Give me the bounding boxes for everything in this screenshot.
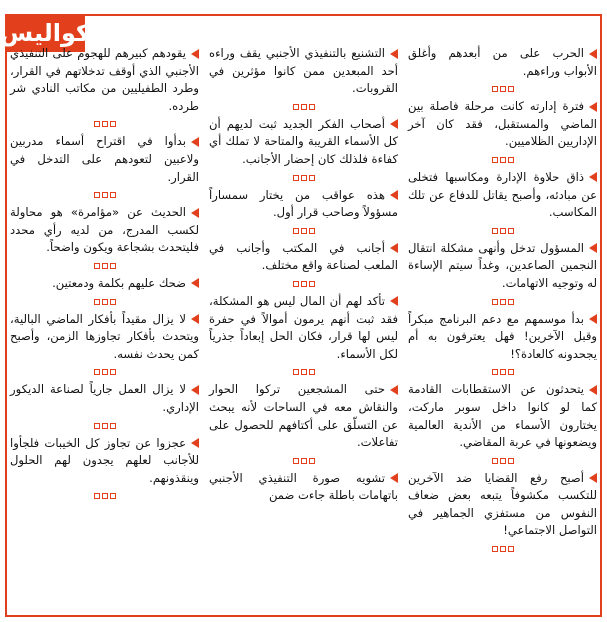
separator-square — [301, 228, 307, 234]
separator-square — [508, 157, 514, 163]
separator-square — [102, 493, 108, 499]
red-triangle-bullet-icon — [390, 119, 398, 129]
column-left — [408, 45, 597, 615]
news-item — [209, 293, 398, 363]
separator-square — [492, 458, 498, 464]
three-squares-separator-icon — [209, 458, 398, 464]
news-item-text: ذاق حلاوة الإدارة ومكاسبها فتخلى عن مبادئه، وأصبح يقاتل للدفاع عن تلك المكاسب. — [408, 169, 597, 220]
red-triangle-bullet-icon — [191, 137, 199, 147]
separator-square — [94, 493, 100, 499]
three-squares-separator-icon — [408, 299, 597, 305]
separator-square — [94, 299, 100, 305]
red-triangle-bullet-icon — [191, 438, 199, 448]
separator-square — [293, 369, 299, 375]
news-item — [209, 381, 398, 451]
separator-square — [508, 299, 514, 305]
red-triangle-bullet-icon — [191, 49, 199, 59]
section-title: كواليس — [5, 14, 85, 52]
separator-square — [500, 546, 506, 552]
separator-square — [102, 121, 108, 127]
red-triangle-bullet-icon — [390, 190, 398, 200]
three-squares-separator-icon — [10, 192, 199, 198]
news-item — [408, 45, 597, 80]
red-triangle-bullet-icon — [191, 385, 199, 395]
news-item-text: أصحاب الفكر الجديد ثبت لديهم أن كل الأسماء القريبة والمتاحة لا تملك أي كفاءة فلذلك كان إحضار الأجانب. — [209, 116, 398, 166]
red-triangle-bullet-icon — [589, 314, 597, 324]
separator-square — [102, 423, 108, 429]
red-triangle-bullet-icon — [390, 296, 398, 306]
red-triangle-bullet-icon — [589, 473, 597, 483]
news-item — [209, 240, 398, 275]
separator-square — [102, 369, 108, 375]
column-middle — [209, 45, 398, 615]
separator-square — [309, 104, 315, 110]
three-squares-separator-icon — [10, 493, 199, 499]
separator-square — [94, 192, 100, 198]
separator-square — [500, 86, 506, 92]
column-right — [10, 45, 199, 615]
news-item — [10, 435, 199, 488]
news-item — [10, 311, 199, 364]
news-item — [408, 381, 597, 451]
separator-square — [508, 228, 514, 234]
news-item — [209, 45, 398, 98]
news-item — [10, 45, 199, 115]
separator-square — [309, 458, 315, 464]
news-item-text: بدأ موسمهم مع دعم البرنامج مبكراً وقبل الآخرين! فهل يعترفون به أم يجحدونه كالعادة؟! — [408, 311, 597, 361]
separator-square — [94, 263, 100, 269]
separator-square — [110, 369, 116, 375]
news-item — [10, 204, 199, 257]
separator-square — [301, 458, 307, 464]
separator-square — [309, 369, 315, 375]
news-item-text: الحديث عن «مؤامرة» هو محاولة لكسب المدرج، من لديه رأي محدد فليتحدث بشجاعة ويكون واضحاً. — [10, 205, 199, 255]
separator-square — [508, 458, 514, 464]
separator-square — [492, 157, 498, 163]
separator-square — [492, 369, 498, 375]
news-item-text: التشنيع بالتنفيذي الأجنبي يقف وراءه أحد المبعدين ممن كانوا مؤثرين في القروبات. — [209, 46, 398, 96]
red-triangle-bullet-icon — [390, 243, 398, 253]
news-item — [408, 240, 597, 293]
separator-square — [508, 86, 514, 92]
separator-square — [309, 228, 315, 234]
red-triangle-bullet-icon — [191, 208, 199, 218]
separator-square — [102, 263, 108, 269]
three-squares-separator-icon — [209, 281, 398, 287]
news-item — [408, 470, 597, 540]
three-squares-separator-icon — [209, 369, 398, 375]
red-triangle-bullet-icon — [589, 385, 597, 395]
news-item-text: هذه عواقب من يختار سمساراً مسؤولاً وصاحب قرار أول. — [209, 187, 398, 220]
three-squares-separator-icon — [209, 104, 398, 110]
separator-square — [508, 546, 514, 552]
separator-square — [110, 263, 116, 269]
separator-square — [301, 369, 307, 375]
three-squares-separator-icon — [209, 228, 398, 234]
red-triangle-bullet-icon — [390, 473, 398, 483]
separator-square — [492, 546, 498, 552]
separator-square — [301, 175, 307, 181]
separator-square — [110, 423, 116, 429]
news-item-text: عجزوا عن تجاوز كل الخيبات فلجأوا للأجانب لعلهم يجدون لهم الحلول وينقذونهم. — [10, 435, 199, 485]
news-item-text: المسؤول تدخل وأنهى مشكلة انتقال النجمين الصاعدين، وغداً سيتم الإساءة له وتوجيه الاتهامات. — [408, 240, 597, 290]
news-item — [10, 381, 199, 416]
news-item-text: لا يزال العمل جارياً لصناعة الديكور الإداري. — [10, 382, 199, 414]
separator-square — [301, 281, 307, 287]
columns-container — [10, 45, 598, 615]
separator-square — [500, 299, 506, 305]
separator-square — [110, 192, 116, 198]
red-triangle-bullet-icon — [191, 278, 199, 288]
news-item-text: حتى المشجعين تركوا الحوار والنقاش معه في الساحات لأنه يبحث عن التسلّق على أكتافهم للحصول على تفاعلات. — [209, 382, 398, 450]
separator-square — [500, 458, 506, 464]
three-squares-separator-icon — [408, 458, 597, 464]
separator-square — [94, 121, 100, 127]
separator-square — [309, 281, 315, 287]
separator-square — [110, 299, 116, 305]
three-squares-separator-icon — [10, 121, 199, 127]
separator-square — [102, 299, 108, 305]
news-item-text: ضحك عليهم بكلمة ودمعتين. — [52, 275, 186, 290]
red-triangle-bullet-icon — [589, 243, 597, 253]
separator-square — [508, 369, 514, 375]
separator-square — [110, 121, 116, 127]
separator-square — [492, 228, 498, 234]
separator-square — [94, 369, 100, 375]
red-triangle-bullet-icon — [390, 385, 398, 395]
separator-square — [293, 281, 299, 287]
three-squares-separator-icon — [10, 299, 199, 305]
separator-square — [293, 228, 299, 234]
news-item — [10, 133, 199, 186]
news-item — [209, 116, 398, 169]
news-item — [209, 470, 398, 505]
separator-square — [110, 493, 116, 499]
separator-square — [293, 104, 299, 110]
red-triangle-bullet-icon — [589, 49, 597, 59]
three-squares-separator-icon — [408, 228, 597, 234]
red-triangle-bullet-icon — [589, 172, 597, 182]
separator-square — [94, 423, 100, 429]
separator-square — [500, 369, 506, 375]
separator-square — [492, 86, 498, 92]
news-item — [408, 98, 597, 151]
news-item-text: أجانب في المكتب وأجانب في الملعب لصناعة واقع مختلف. — [209, 240, 398, 273]
separator-square — [500, 157, 506, 163]
separator-square — [309, 175, 315, 181]
news-item-text: يتحدثون عن الاستقطابات القادمة كما لو كانوا داخل سوبر ماركت، يختارون الأسماء من الأندية العالمية ويضعونها في عربة المقاضي. — [408, 382, 597, 450]
news-item-text: أصبح رفع القضايا ضد الآخرين للتكسب مكشوفاً يتبعه بعض ضعاف النفوس من مستفزي الجماهير في التواصل الاجتماعي! — [408, 470, 597, 538]
red-triangle-bullet-icon — [191, 314, 199, 324]
three-squares-separator-icon — [408, 157, 597, 163]
news-item-text: يقودهم كبيرهم للهجوم على التنفيذي الأجنبي الذي أوقف تدخلاتهم في القرار، وطرد الطفيليين من مكاتب النادي شر طرده. — [10, 46, 199, 113]
three-squares-separator-icon — [209, 175, 398, 181]
news-item-text: الحرب على من أبعدهم وأغلق الأبواب وراءهم. — [408, 46, 597, 78]
news-item-text: لا يزال مقيداً بأفكار الماضي البالية، ويتحدث بأفكار تجاوزها الزمن، وأصبح كمن يحدث نفسه. — [10, 311, 199, 361]
news-item-text: تأكد لهم أن المال ليس هو المشكلة، فقد ثبت أنهم يرمون أموالاً في حفرة ليس لها قرار، فكان الحل إبعاداً جذرياً لكل الأسماء. — [209, 293, 398, 361]
three-squares-separator-icon — [10, 263, 199, 269]
separator-square — [102, 192, 108, 198]
separator-square — [492, 299, 498, 305]
three-squares-separator-icon — [10, 369, 199, 375]
three-squares-separator-icon — [408, 369, 597, 375]
separator-square — [301, 104, 307, 110]
news-item — [209, 187, 398, 222]
separator-square — [500, 228, 506, 234]
separator-square — [293, 458, 299, 464]
news-item-text: فترة إدارته كانت مرحلة فاصلة بين الماضي والمستقبل، فقد كان آخر الإداريين الظلاميين. — [408, 99, 597, 149]
news-item-text: تشويه صورة التنفيذي الأجنبي باتهامات باطلة جاءت ضمن — [209, 470, 398, 503]
news-item-text: بدأوا في اقتراح أسماء مدربين ولاعبين لتعودهم على التدخل في القرار. — [10, 134, 199, 184]
news-item — [10, 275, 199, 293]
red-triangle-bullet-icon — [390, 49, 398, 59]
news-item — [408, 169, 597, 222]
news-item — [408, 311, 597, 364]
separator-square — [293, 175, 299, 181]
three-squares-separator-icon — [10, 423, 199, 429]
three-squares-separator-icon — [408, 546, 597, 552]
red-triangle-bullet-icon — [589, 102, 597, 112]
three-squares-separator-icon — [408, 86, 597, 92]
